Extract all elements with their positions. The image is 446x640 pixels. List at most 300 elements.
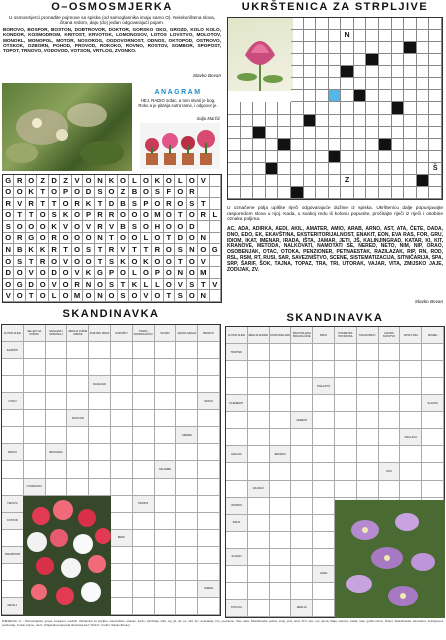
crossword-cell[interactable] [316, 175, 329, 187]
word-search-cell[interactable]: V [141, 290, 152, 302]
crossword-cell[interactable] [329, 78, 342, 90]
answer-cell[interactable] [291, 429, 313, 446]
answer-cell[interactable] [133, 444, 155, 461]
crossword-cell[interactable] [266, 151, 279, 163]
word-search-cell[interactable]: N [95, 233, 106, 245]
answer-cell[interactable] [89, 427, 111, 444]
word-search-cell[interactable]: S [3, 221, 14, 233]
word-search-cell[interactable]: O [37, 267, 48, 279]
answer-cell[interactable] [155, 564, 177, 581]
crossword-cell[interactable] [429, 30, 442, 42]
word-search-cell[interactable]: S [175, 244, 186, 256]
crossword-cell[interactable] [329, 54, 342, 66]
word-search-cell[interactable]: V [198, 256, 209, 268]
crossword-cell[interactable] [316, 42, 329, 54]
crossword-cell[interactable] [304, 66, 317, 78]
word-search-cell[interactable]: O [118, 267, 129, 279]
word-search-cell[interactable]: V [3, 290, 14, 302]
blocked-cell[interactable] [253, 127, 266, 139]
answer-cell[interactable] [89, 461, 111, 478]
word-search-cell[interactable]: Z [60, 175, 71, 187]
answer-cell[interactable] [357, 395, 379, 412]
crossword-cell[interactable] [366, 175, 379, 187]
answer-cell[interactable] [67, 444, 89, 461]
word-search-cell[interactable]: S [187, 198, 198, 210]
word-search-cell[interactable]: O [60, 290, 71, 302]
answer-cell[interactable] [46, 410, 68, 427]
word-search-cell[interactable]: V [60, 221, 71, 233]
marked-cell[interactable] [329, 90, 342, 102]
word-search-cell[interactable]: O [106, 187, 117, 199]
word-search-cell[interactable]: O [3, 279, 14, 291]
answer-cell[interactable] [155, 513, 177, 530]
answer-cell[interactable] [46, 461, 68, 478]
word-search-cell[interactable]: M [198, 267, 209, 279]
answer-cell[interactable] [248, 566, 270, 583]
answer-cell[interactable] [155, 342, 177, 359]
crossword-cell[interactable] [379, 175, 392, 187]
word-search-cell[interactable]: V [14, 198, 25, 210]
crossword-cell[interactable] [429, 115, 442, 127]
crossword-cell[interactable] [316, 30, 329, 42]
crossword-cell[interactable] [291, 127, 304, 139]
crossword-cell[interactable] [278, 187, 291, 199]
word-search-cell[interactable]: O [72, 233, 83, 245]
answer-cell[interactable] [46, 479, 68, 496]
word-search-cell[interactable]: O [175, 187, 186, 199]
word-search-cell[interactable]: K [83, 267, 94, 279]
answer-cell[interactable] [400, 378, 422, 395]
answer-cell[interactable] [176, 530, 198, 547]
word-search-cell[interactable]: O [14, 187, 25, 199]
word-search-cell[interactable]: D [106, 198, 117, 210]
crossword-cell[interactable] [329, 115, 342, 127]
crossword-cell[interactable] [241, 139, 254, 151]
word-search-cell[interactable]: S [129, 221, 140, 233]
answer-cell[interactable] [155, 479, 177, 496]
blocked-cell[interactable] [341, 66, 354, 78]
answer-cell[interactable] [248, 361, 270, 378]
crossword-cell[interactable] [228, 151, 241, 163]
word-search-cell[interactable]: M [72, 290, 83, 302]
answer-cell[interactable] [357, 463, 379, 480]
crossword-cell[interactable] [392, 163, 405, 175]
word-search-cell[interactable]: T [26, 210, 37, 222]
crossword-cell[interactable] [291, 139, 304, 151]
word-search-cell[interactable]: V [72, 175, 83, 187]
crossword-cell[interactable] [417, 115, 430, 127]
answer-cell[interactable] [198, 479, 220, 496]
answer-cell[interactable] [379, 395, 401, 412]
crossword-cell[interactable] [253, 115, 266, 127]
word-search-cell[interactable]: O [141, 267, 152, 279]
word-search-cell[interactable]: O [83, 175, 94, 187]
answer-cell[interactable] [400, 395, 422, 412]
word-search-cell[interactable]: B [118, 221, 129, 233]
crossword-cell[interactable] [329, 127, 342, 139]
word-search-cell[interactable]: O [164, 256, 175, 268]
answer-cell[interactable] [89, 410, 111, 427]
crossword-cell[interactable] [429, 175, 442, 187]
answer-cell[interactable] [111, 359, 133, 376]
answer-cell[interactable] [111, 393, 133, 410]
crossword-cell[interactable] [366, 78, 379, 90]
word-search-cell[interactable]: O [141, 175, 152, 187]
word-search-cell[interactable]: V [198, 175, 209, 187]
word-search-cell[interactable]: O [37, 210, 48, 222]
crossword-cell[interactable] [241, 115, 254, 127]
answer-cell[interactable] [155, 581, 177, 598]
answer-cell[interactable] [400, 361, 422, 378]
crossword-cell[interactable] [291, 102, 304, 114]
answer-cell[interactable] [400, 463, 422, 480]
answer-cell[interactable] [379, 344, 401, 361]
answer-cell[interactable] [176, 359, 198, 376]
crossword-cell[interactable] [417, 151, 430, 163]
word-search-cell[interactable]: T [129, 244, 140, 256]
word-search-cell[interactable]: V [60, 256, 71, 268]
word-search-cell[interactable]: R [95, 221, 106, 233]
answer-cell[interactable] [24, 342, 46, 359]
word-search-cell[interactable]: O [164, 244, 175, 256]
crossword-cell[interactable] [392, 42, 405, 54]
word-search-cell[interactable]: T [175, 256, 186, 268]
word-search-cell[interactable]: V [210, 279, 221, 291]
word-search-cell[interactable] [210, 221, 221, 233]
word-search-cell[interactable]: D [175, 233, 186, 245]
blocked-cell[interactable] [329, 151, 342, 163]
crossword-cell[interactable] [341, 187, 354, 199]
word-search-cell[interactable] [210, 256, 221, 268]
word-search-cell[interactable]: T [37, 187, 48, 199]
word-search-cell[interactable]: O [106, 290, 117, 302]
word-search-cell[interactable]: S [129, 198, 140, 210]
word-search-cell[interactable]: T [49, 198, 60, 210]
crossword-cell[interactable] [392, 127, 405, 139]
word-search-cell[interactable]: G [26, 233, 37, 245]
word-search-cell[interactable]: K [83, 198, 94, 210]
word-search-cell[interactable]: O [72, 210, 83, 222]
answer-cell[interactable] [24, 410, 46, 427]
answer-cell[interactable] [133, 461, 155, 478]
crossword-cell[interactable] [404, 54, 417, 66]
answer-cell[interactable] [67, 479, 89, 496]
crossword-cell[interactable] [379, 18, 392, 30]
answer-cell[interactable] [379, 446, 401, 463]
answer-cell[interactable] [248, 515, 270, 532]
crossword-cell[interactable] [278, 163, 291, 175]
answer-cell[interactable] [198, 496, 220, 513]
crossword-cell[interactable] [329, 66, 342, 78]
answer-cell[interactable] [2, 479, 24, 496]
crossword-cell[interactable] [392, 78, 405, 90]
crossword-cell[interactable] [429, 102, 442, 114]
crossword-cell[interactable] [316, 115, 329, 127]
answer-cell[interactable] [313, 446, 335, 463]
answer-cell[interactable] [111, 427, 133, 444]
answer-cell[interactable] [248, 600, 270, 617]
word-search-cell[interactable]: S [175, 290, 186, 302]
word-search-cell[interactable]: O [175, 221, 186, 233]
answer-cell[interactable] [248, 532, 270, 549]
crossword-cell[interactable] [417, 163, 430, 175]
word-search-cell[interactable] [198, 187, 209, 199]
answer-cell[interactable] [176, 479, 198, 496]
word-search-cell[interactable]: O [60, 279, 71, 291]
answer-cell[interactable] [313, 481, 335, 498]
crossword-cell[interactable] [291, 151, 304, 163]
answer-cell[interactable] [198, 513, 220, 530]
crossword-cell[interactable] [366, 139, 379, 151]
answer-cell[interactable] [89, 479, 111, 496]
word-search-cell[interactable] [210, 233, 221, 245]
crossword-cell[interactable] [404, 90, 417, 102]
answer-cell[interactable] [291, 361, 313, 378]
answer-cell[interactable] [46, 427, 68, 444]
crossword-cell[interactable] [354, 42, 367, 54]
answer-cell[interactable] [155, 393, 177, 410]
word-search-cell[interactable]: O [26, 221, 37, 233]
crossword-cell[interactable] [304, 102, 317, 114]
answer-cell[interactable] [270, 378, 292, 395]
word-search-cell[interactable]: T [164, 233, 175, 245]
answer-cell[interactable] [176, 444, 198, 461]
answer-cell[interactable] [89, 444, 111, 461]
word-search-cell[interactable]: O [37, 279, 48, 291]
crossword-cell[interactable] [417, 187, 430, 199]
answer-cell[interactable] [248, 583, 270, 600]
answer-cell[interactable] [248, 446, 270, 463]
answer-cell[interactable] [176, 342, 198, 359]
crossword-cell[interactable] [329, 42, 342, 54]
crossword-cell[interactable] [429, 42, 442, 54]
blocked-cell[interactable] [366, 54, 379, 66]
crossword-cell[interactable] [354, 30, 367, 42]
crossword-cell[interactable] [291, 78, 304, 90]
word-search-cell[interactable]: G [14, 279, 25, 291]
crossword-cell[interactable] [341, 90, 354, 102]
answer-cell[interactable] [357, 446, 379, 463]
answer-cell[interactable] [89, 359, 111, 376]
answer-cell[interactable] [67, 359, 89, 376]
answer-cell[interactable] [291, 446, 313, 463]
answer-cell[interactable] [155, 496, 177, 513]
answer-cell[interactable] [291, 344, 313, 361]
crossword-cell[interactable] [392, 115, 405, 127]
answer-cell[interactable] [270, 532, 292, 549]
crossword-cell[interactable] [341, 163, 354, 175]
word-search-cell[interactable]: K [26, 187, 37, 199]
crossword-cell[interactable] [253, 175, 266, 187]
crossword-cell[interactable] [354, 175, 367, 187]
answer-cell[interactable] [422, 429, 444, 446]
answer-cell[interactable] [133, 479, 155, 496]
word-search-cell[interactable]: N [83, 279, 94, 291]
word-search-cell[interactable]: V [83, 221, 94, 233]
word-search-cell[interactable]: O [3, 210, 14, 222]
answer-cell[interactable] [111, 547, 133, 564]
answer-cell[interactable] [2, 564, 24, 581]
crossword-cell[interactable] [266, 115, 279, 127]
answer-cell[interactable] [111, 581, 133, 598]
crossword-cell[interactable] [429, 54, 442, 66]
word-search-cell[interactable]: P [152, 267, 163, 279]
crossword-cell[interactable] [304, 30, 317, 42]
crossword-cell[interactable] [404, 127, 417, 139]
crossword-cell[interactable] [278, 102, 291, 114]
word-search-cell[interactable]: O [141, 210, 152, 222]
word-search-cell[interactable]: O [164, 267, 175, 279]
crossword-cell[interactable] [366, 102, 379, 114]
word-search-cell[interactable]: O [152, 198, 163, 210]
crossword-cell[interactable] [291, 175, 304, 187]
crossword-cell[interactable] [404, 115, 417, 127]
word-search-cell[interactable]: T [26, 256, 37, 268]
word-search-cell[interactable]: O [164, 175, 175, 187]
answer-cell[interactable] [291, 549, 313, 566]
answer-cell[interactable] [291, 532, 313, 549]
answer-cell[interactable] [357, 378, 379, 395]
blocked-cell[interactable] [392, 102, 405, 114]
word-search-cell[interactable]: K [141, 256, 152, 268]
answer-cell[interactable] [291, 515, 313, 532]
word-search-cell[interactable]: O [14, 221, 25, 233]
word-search-cell[interactable]: V [49, 279, 60, 291]
crossword-cell[interactable] [228, 102, 241, 114]
answer-cell[interactable] [226, 361, 248, 378]
word-search-cell[interactable]: O [95, 279, 106, 291]
crossword-cell[interactable] [304, 127, 317, 139]
answer-cell[interactable] [248, 378, 270, 395]
crossword-cell[interactable] [404, 139, 417, 151]
word-search-cell[interactable]: L [141, 233, 152, 245]
answer-cell[interactable] [400, 412, 422, 429]
crossword-cell[interactable] [228, 163, 241, 175]
crossword-cell[interactable] [379, 151, 392, 163]
crossword-cell[interactable] [291, 54, 304, 66]
crossword-cell[interactable] [266, 127, 279, 139]
answer-cell[interactable] [198, 444, 220, 461]
word-search-cell[interactable]: R [187, 187, 198, 199]
answer-cell[interactable] [111, 513, 133, 530]
crossword-cell[interactable] [417, 54, 430, 66]
crossword-cell[interactable] [379, 127, 392, 139]
crossword-cell[interactable] [253, 163, 266, 175]
answer-cell[interactable] [313, 463, 335, 480]
answer-cell[interactable] [198, 547, 220, 564]
blocked-cell[interactable] [379, 139, 392, 151]
answer-cell[interactable] [24, 376, 46, 393]
word-search-cell[interactable]: N [95, 175, 106, 187]
answer-cell[interactable] [111, 376, 133, 393]
blocked-cell[interactable] [404, 42, 417, 54]
crossword-cell[interactable] [266, 139, 279, 151]
crossword-cell[interactable] [404, 66, 417, 78]
answer-cell[interactable] [2, 359, 24, 376]
word-search-cell[interactable]: T [198, 279, 209, 291]
crossword-cell[interactable] [316, 54, 329, 66]
word-search-cell[interactable]: O [118, 210, 129, 222]
crossword-cell[interactable] [354, 163, 367, 175]
answer-cell[interactable] [176, 547, 198, 564]
crossword-cell[interactable] [379, 78, 392, 90]
crossword-cell[interactable] [354, 78, 367, 90]
crossword-cell[interactable] [392, 139, 405, 151]
answer-cell[interactable] [176, 513, 198, 530]
crossword-cell[interactable] [404, 175, 417, 187]
crossword-cell[interactable] [404, 30, 417, 42]
crossword-cell[interactable] [417, 30, 430, 42]
crossword-cell[interactable] [429, 187, 442, 199]
answer-cell[interactable] [133, 547, 155, 564]
answer-cell[interactable] [198, 530, 220, 547]
crossword-cell[interactable] [392, 175, 405, 187]
word-search-cell[interactable] [198, 221, 209, 233]
crossword-cell[interactable] [366, 30, 379, 42]
crossword-cell[interactable] [379, 30, 392, 42]
crossword-cell[interactable] [304, 18, 317, 30]
answer-cell[interactable] [313, 583, 335, 600]
crossword-cell[interactable] [392, 54, 405, 66]
crossword-cell[interactable] [329, 175, 342, 187]
word-search-cell[interactable]: T [95, 198, 106, 210]
word-search-cell[interactable]: O [198, 244, 209, 256]
crossword-cell[interactable] [316, 78, 329, 90]
answer-cell[interactable] [133, 513, 155, 530]
crossword-cell[interactable] [366, 66, 379, 78]
answer-cell[interactable] [270, 395, 292, 412]
answer-cell[interactable] [422, 344, 444, 361]
answer-cell[interactable] [155, 376, 177, 393]
word-search-cell[interactable]: O [129, 210, 140, 222]
answer-cell[interactable] [357, 344, 379, 361]
word-search-cell[interactable]: K [152, 175, 163, 187]
answer-cell[interactable] [2, 461, 24, 478]
crossword-cell[interactable] [304, 163, 317, 175]
word-search-cell[interactable]: K [106, 175, 117, 187]
answer-cell[interactable] [291, 481, 313, 498]
answer-cell[interactable] [111, 461, 133, 478]
answer-cell[interactable] [422, 378, 444, 395]
answer-cell[interactable] [155, 547, 177, 564]
crossword-cell[interactable] [341, 115, 354, 127]
word-search-cell[interactable]: H [152, 221, 163, 233]
word-search-cell[interactable]: L [49, 290, 60, 302]
crossword-cell[interactable] [379, 90, 392, 102]
crossword-cell[interactable] [354, 54, 367, 66]
word-search-cell[interactable]: O [14, 267, 25, 279]
answer-cell[interactable] [155, 530, 177, 547]
crossword-cell[interactable] [404, 151, 417, 163]
word-search-cell[interactable]: T [118, 279, 129, 291]
crossword-cell[interactable] [429, 139, 442, 151]
blocked-cell[interactable] [354, 90, 367, 102]
answer-cell[interactable] [111, 479, 133, 496]
blocked-cell[interactable] [304, 115, 317, 127]
answer-cell[interactable] [335, 463, 357, 480]
answer-cell[interactable] [379, 378, 401, 395]
word-search-cell[interactable]: O [60, 198, 71, 210]
word-search-cell[interactable]: L [129, 267, 140, 279]
word-search-cell[interactable]: R [37, 256, 48, 268]
word-search-cell[interactable]: O [152, 233, 163, 245]
word-search-cell[interactable]: M [152, 210, 163, 222]
crossword-cell[interactable] [366, 151, 379, 163]
answer-cell[interactable] [67, 427, 89, 444]
word-search-cell[interactable]: O [187, 256, 198, 268]
crossword-cell[interactable] [253, 139, 266, 151]
word-search-cell[interactable]: T [26, 290, 37, 302]
